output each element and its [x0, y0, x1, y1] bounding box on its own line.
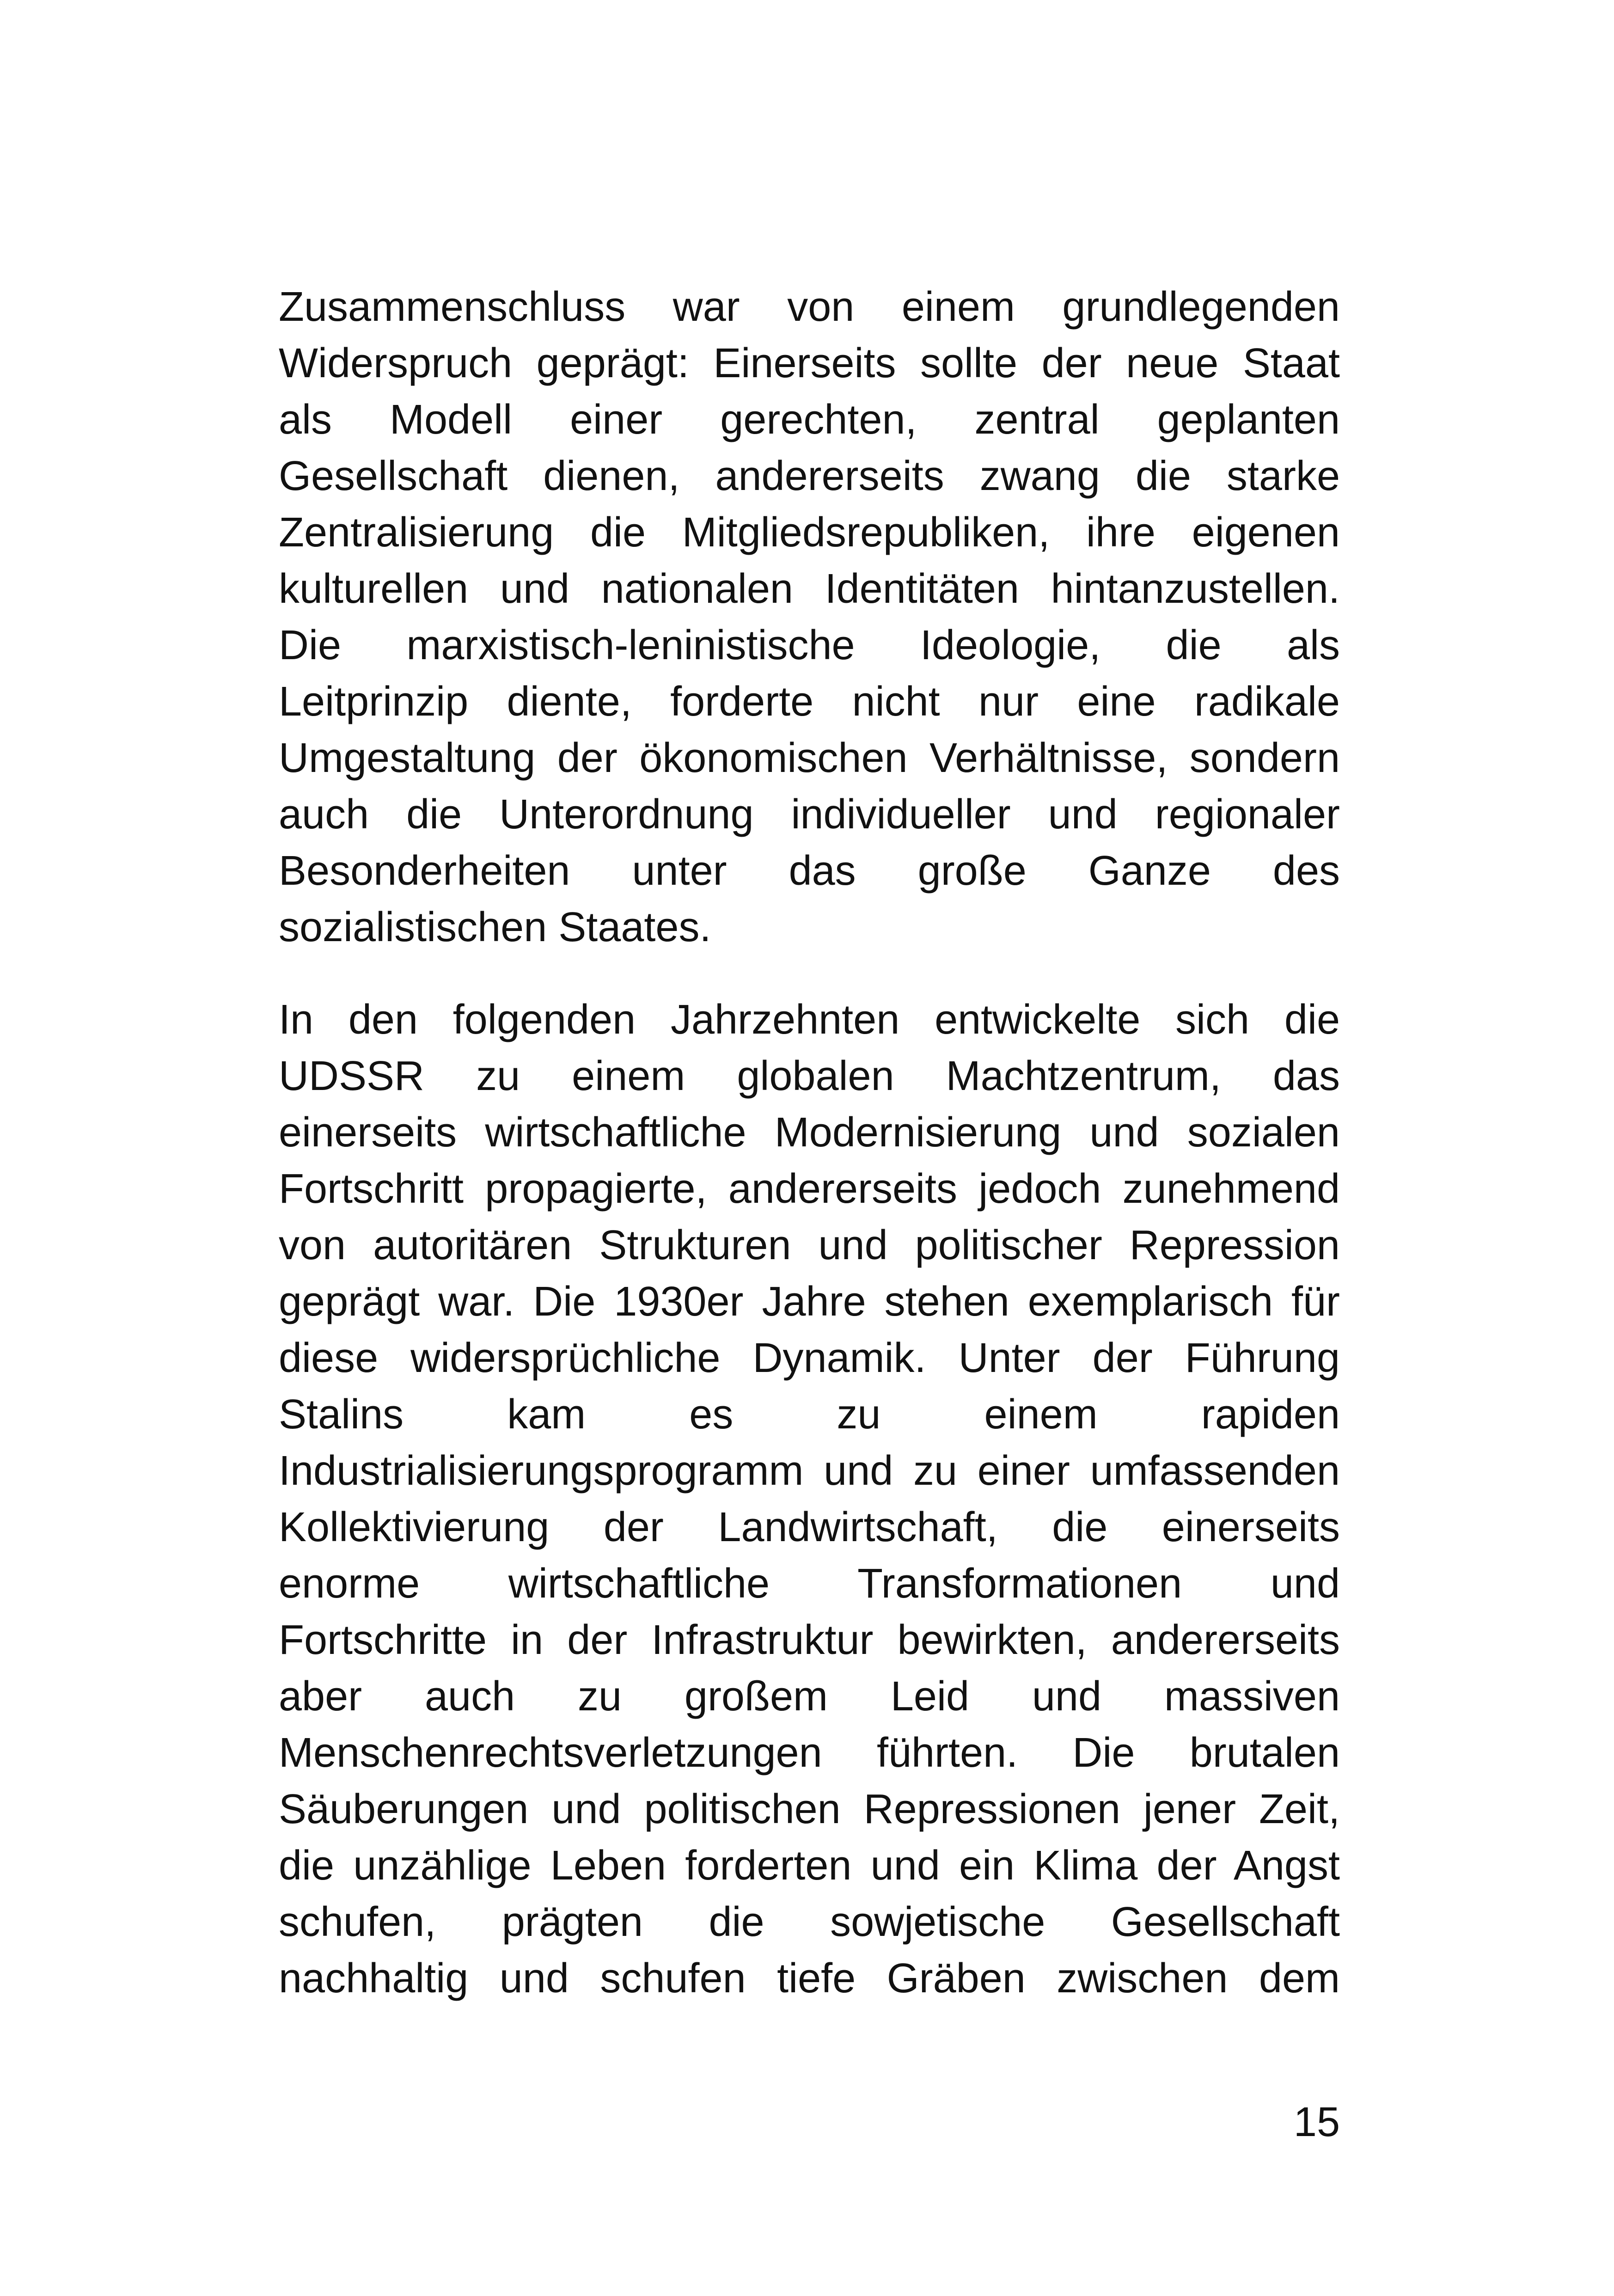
text-line: In den folgenden Jahrzehnten entwickelte sich die	[279, 997, 1340, 1043]
text-line: sozialistischen Staates.	[279, 904, 711, 950]
text-line: die unzählige Leben forderten und ein Klima der Angst	[279, 1843, 1340, 1889]
text-line: kulturellen und nationalen Identitäten hintanzustellen.	[279, 566, 1340, 612]
text-line: UDSSR zu einem globalen Machtzentrum, das	[279, 1053, 1340, 1099]
text-line: enorme wirtschaftliche Transformationen und	[279, 1561, 1340, 1607]
text-line: Kollektivierung der Landwirtschaft, die einerseits	[279, 1504, 1340, 1550]
text-line: nachhaltig und schufen tiefe Gräben zwischen dem	[279, 1955, 1340, 2002]
text-line: diese widersprüchliche Dynamik. Unter der Führung	[279, 1335, 1340, 1381]
paragraph-1	[279, 279, 1340, 955]
text-line: geprägt war. Die 1930er Jahre stehen exemplarisch für	[279, 1279, 1340, 1325]
text-line: Zentralisierung die Mitgliedsrepubliken, ihre eigenen	[279, 509, 1340, 556]
text-line: Industrialisierungsprogramm und zu einer umfassenden	[279, 1448, 1340, 1494]
text-line: Widerspruch geprägt: Einerseits sollte der neue Staat	[279, 340, 1340, 386]
text-line: Die marxistisch-leninistische Ideologie, die als	[279, 622, 1340, 668]
text-line: Fortschritt propagierte, andererseits jedoch zunehmend	[279, 1166, 1340, 1212]
text-line: aber auch zu großem Leid und massiven	[279, 1673, 1340, 1720]
text-line: von autoritären Strukturen und politischer Repression	[279, 1222, 1340, 1268]
text-line: Leitprinzip diente, forderte nicht nur eine radikale	[279, 679, 1340, 725]
text-line: als Modell einer gerechten, zentral geplanten	[279, 397, 1340, 443]
text-line: Stalins kam es zu einem rapiden	[279, 1391, 1340, 1438]
text-line: Gesellschaft dienen, andererseits zwang die starke	[279, 453, 1340, 499]
paragraph-2	[279, 992, 1340, 2007]
text-line: Besonderheiten unter das große Ganze des	[279, 848, 1340, 894]
text-line: Zusammenschluss war von einem grundlegenden	[279, 284, 1340, 330]
page-number: 15	[1293, 2099, 1340, 2145]
text-line: Menschenrechtsverletzungen führten. Die brutalen	[279, 1730, 1340, 1776]
text-line: schufen, prägten die sowjetische Gesellschaft	[279, 1899, 1340, 1945]
text-line: einerseits wirtschaftliche Modernisierung und sozialen	[279, 1109, 1340, 1156]
body-text	[279, 279, 1340, 2007]
text-line: Säuberungen und politischen Repressionen jener Zeit,	[279, 1786, 1340, 1832]
text-line: auch die Unterordnung individueller und regionaler	[279, 791, 1340, 838]
text-line: Umgestaltung der ökonomischen Verhältnisse, sondern	[279, 735, 1340, 781]
text-line: Fortschritte in der Infrastruktur bewirkten, andererseits	[279, 1617, 1340, 1663]
